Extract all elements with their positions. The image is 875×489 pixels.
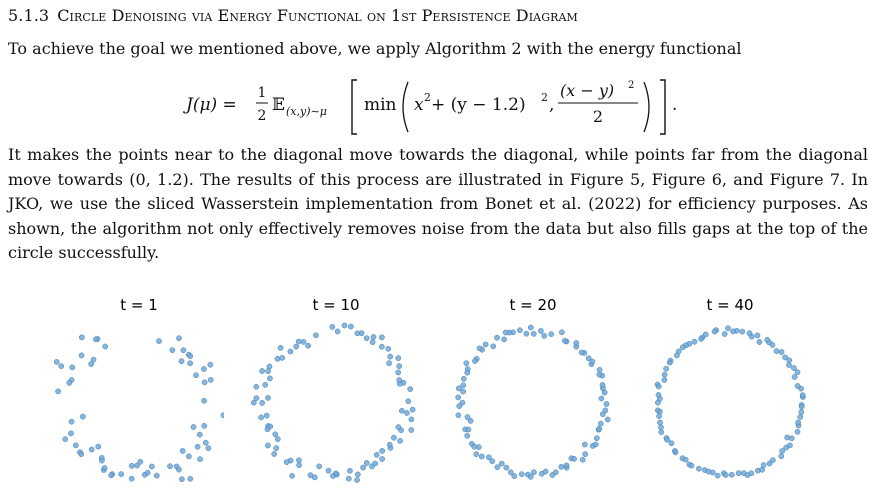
scatter-point [549, 332, 554, 337]
scatter-point [69, 419, 74, 424]
scatter-point [103, 344, 108, 349]
scatter-point [203, 440, 208, 445]
scatter-point [779, 454, 784, 459]
eq-min: min [364, 95, 397, 115]
scatter-point [335, 329, 340, 334]
scatter-point [410, 407, 415, 412]
scatter-point [264, 413, 269, 418]
scatter-point [512, 474, 517, 479]
scatter-point [268, 424, 273, 429]
scatter-point [774, 349, 779, 354]
scatter-point [202, 398, 207, 403]
scatter-point [572, 456, 577, 461]
scatter-point [665, 437, 670, 442]
scatter-point [96, 444, 101, 449]
scatter-point [396, 356, 401, 361]
scatter-point [364, 460, 369, 465]
scatter-point [779, 349, 784, 354]
scatter-point [260, 368, 265, 373]
scatter-point [296, 458, 301, 463]
eq-term1-sup2: 2 [541, 91, 548, 104]
scatter-point [603, 408, 608, 413]
scatter-point [313, 333, 318, 338]
scatter-point [73, 443, 78, 448]
scatter-point [662, 377, 667, 382]
scatter-point [181, 348, 186, 353]
scatter-point [355, 477, 360, 482]
scatter-point [780, 449, 785, 454]
scatter-point [765, 337, 770, 342]
scatter-point [712, 329, 717, 334]
eq-period: . [672, 95, 678, 115]
scatter-point [504, 465, 509, 470]
scatter-point [531, 331, 536, 336]
scatter-point [167, 464, 172, 469]
scatter-point [404, 410, 409, 415]
scatter-point [330, 324, 335, 329]
scatter-point [559, 464, 564, 469]
scatter-point [221, 413, 224, 418]
scatter-point [465, 433, 470, 438]
scatter-point [795, 370, 800, 375]
scatter-point [761, 463, 766, 468]
scatter-point [202, 380, 207, 385]
scatter-point [791, 365, 796, 370]
scatter-point [67, 380, 72, 385]
scatter-point [605, 417, 610, 422]
scatter-point [355, 472, 360, 477]
scatter-point [266, 369, 271, 374]
scatter-point [474, 452, 479, 457]
scatter-point [301, 339, 306, 344]
scatter-point [519, 472, 524, 477]
scatter-point [457, 404, 462, 409]
scatter-point [259, 415, 264, 420]
scatter-point [465, 370, 470, 375]
scatter-point [294, 344, 299, 349]
scatter-point [476, 445, 481, 450]
scatter-point [387, 361, 392, 366]
scatter-point [597, 367, 602, 372]
scatter-point [461, 376, 466, 381]
scatter-point [399, 408, 404, 413]
scatter-point [355, 331, 360, 336]
scatter-point [278, 345, 283, 350]
plot-title-t20: t = 20 [509, 296, 557, 314]
scatter-point [461, 389, 466, 394]
scatter-point [696, 466, 701, 471]
scatter-point [156, 339, 161, 344]
scatter-point [79, 353, 84, 358]
scatter-point [396, 425, 401, 430]
scatter-point [740, 329, 745, 334]
scatter-point [275, 437, 280, 442]
scatter-point [461, 383, 466, 388]
scatter-point [538, 328, 543, 333]
scatter-point [138, 459, 143, 464]
scatter-point [265, 395, 270, 400]
scatter-point [729, 472, 734, 477]
scatter-point [388, 354, 393, 359]
scatter-point [674, 353, 679, 358]
scatter-point [265, 443, 270, 448]
scatter-point [799, 404, 804, 409]
scatter-point [297, 463, 302, 468]
scatter-point [747, 331, 752, 336]
scatter-point [70, 365, 75, 370]
energy-functional-equation [0, 72, 875, 138]
scatter-point [312, 475, 317, 480]
scatter-point [799, 410, 804, 415]
scatter-point [346, 476, 351, 481]
scatter-point [503, 330, 508, 335]
scatter-point [528, 325, 533, 330]
scatter-point [260, 400, 265, 405]
scatter-point [119, 472, 124, 477]
scatter-point [379, 335, 384, 340]
scatter-point [191, 424, 196, 429]
scatter-point [600, 382, 605, 387]
scatter-point [409, 417, 414, 422]
scatter-point [129, 463, 134, 468]
scatter-point [662, 372, 667, 377]
scatter-point [669, 441, 674, 446]
scatter-point [347, 468, 352, 473]
scatter-point [91, 357, 96, 362]
scatter-point [755, 333, 760, 338]
scatter-point [284, 460, 289, 465]
scatter-point [597, 372, 602, 377]
scatter-point [798, 414, 803, 419]
scatter-point [397, 364, 402, 369]
scatter-point [715, 473, 720, 478]
scatter-point [251, 400, 256, 405]
scatter-point [564, 463, 569, 468]
scatter-point [406, 399, 411, 404]
scatter-point [267, 376, 272, 381]
scatter-point [579, 350, 584, 355]
scatter-point [267, 364, 272, 369]
scatter-point [56, 389, 61, 394]
scatter-point [796, 420, 801, 425]
scatter-point [274, 446, 279, 451]
scatter-point [348, 324, 353, 329]
scatter-point [499, 461, 504, 466]
scatter-plot-t10 [251, 318, 421, 488]
scatter-point [664, 366, 669, 371]
scatter-point [193, 373, 198, 378]
scatter-point [770, 458, 775, 463]
scatter-point [598, 421, 603, 426]
scatter-point [263, 382, 268, 387]
paragraph-intro: To achieve the goal we mentioned above, we apply Algorithm 2 with the energy functional [8, 39, 742, 58]
scatter-point [657, 420, 662, 425]
scatter-point [683, 457, 688, 462]
scatter-point [736, 471, 741, 476]
scatter-point [374, 452, 379, 457]
scatter-point [667, 360, 672, 365]
scatter-plot-t1 [54, 318, 224, 488]
scatter-point [197, 432, 202, 437]
scatter-point [198, 457, 203, 462]
scatter-point [188, 354, 193, 359]
eq-frac2-num: (x − y) [560, 81, 615, 100]
scatter-point [306, 343, 311, 348]
scatter-point [479, 454, 484, 459]
scatter-point [689, 463, 694, 468]
scatter-point [79, 452, 84, 457]
scatter-point [361, 465, 366, 470]
scatter-point [254, 384, 259, 389]
scatter-point [783, 355, 788, 360]
scatter-point [593, 442, 598, 447]
scatter-point [456, 395, 461, 400]
scatter-point [371, 334, 376, 339]
scatter-point [380, 448, 385, 453]
scatter-point [658, 425, 663, 430]
scatter-point [342, 323, 347, 328]
scatter-point [597, 426, 602, 431]
eq-half-den: 2 [257, 108, 267, 124]
eq-left-bracket [352, 80, 357, 134]
eq-left-paren [403, 82, 408, 132]
scatter-point [495, 465, 500, 470]
scatter-point [179, 477, 184, 482]
scatter-point [722, 331, 727, 336]
eq-right-bracket [660, 80, 665, 134]
section-title: Circle Denoising via Energy Functional on 1st Persistence Diagram [57, 6, 578, 25]
scatter-point [188, 361, 193, 366]
eq-term1-x: x [414, 95, 424, 115]
scatter-point [583, 452, 588, 457]
scatter-point [517, 328, 522, 333]
scatter-point [580, 457, 585, 462]
scatter-point [409, 427, 414, 432]
scatter-point [574, 340, 579, 345]
scatter-point [79, 335, 84, 340]
section-heading [8, 6, 578, 25]
eq-frac2-den: 2 [592, 107, 604, 126]
scatter-point [296, 339, 301, 344]
scatter-point [290, 473, 295, 478]
scatter-point [154, 473, 159, 478]
scatter-point [102, 465, 107, 470]
scatter-point [466, 427, 471, 432]
scatter-point [543, 469, 548, 474]
scatter-point [275, 356, 280, 361]
scatter-point [562, 338, 567, 343]
eq-right-paren [644, 82, 649, 132]
scatter-point [370, 340, 375, 345]
scatter-point [380, 456, 385, 461]
scatter-point [542, 333, 547, 338]
scatter-point [68, 431, 73, 436]
eq-expectation: 𝔼 [272, 95, 285, 115]
scatter-point [188, 476, 193, 481]
scatter-point [553, 470, 558, 475]
scatter-point [528, 474, 533, 479]
scatter-point [208, 377, 213, 382]
scatter-point [373, 461, 378, 466]
scatter-point [464, 361, 469, 366]
eq-half-num: 1 [257, 85, 267, 101]
scatter-point [680, 345, 685, 350]
scatter-point [692, 339, 697, 344]
scatter-point [317, 464, 322, 469]
scatter-point [786, 362, 791, 367]
plot-title-t40: t = 40 [706, 296, 754, 314]
scatter-point [655, 400, 660, 405]
scatter-point [145, 470, 150, 475]
eq-expectation-sub: (x,y)∼μ [286, 105, 327, 118]
scatter-point [749, 471, 754, 476]
scatter-point [201, 366, 206, 371]
plot-title-t10: t = 10 [312, 296, 360, 314]
scatter-point [524, 331, 529, 336]
scatter-point [723, 472, 728, 477]
eq-comma: , [549, 95, 555, 115]
scatter-point [80, 414, 85, 419]
scatter-point [272, 451, 277, 456]
scatter-point [795, 429, 800, 434]
eq-term1-sup: 2 [424, 91, 431, 104]
scatter-point [710, 470, 715, 475]
scatter-point [89, 447, 94, 452]
scatter-point [288, 349, 293, 354]
scatter-point [129, 476, 134, 481]
eq-lhs: J(μ) = [186, 95, 237, 115]
scatter-point [483, 342, 488, 347]
scatter-point [494, 335, 499, 340]
scatter-point [656, 384, 661, 389]
scatter-point [659, 430, 664, 435]
scatter-point [792, 374, 797, 379]
scatter-point [599, 396, 604, 401]
scatter-point [109, 473, 114, 478]
scatter-point [195, 444, 200, 449]
scatter-point [582, 442, 587, 447]
scatter-point [468, 418, 473, 423]
scatter-point [789, 436, 794, 441]
section-number: 5.1.3 [8, 6, 50, 25]
scatter-point [364, 336, 369, 341]
scatter-point [176, 336, 181, 341]
scatter-point [379, 344, 384, 349]
scatter-point [333, 471, 338, 476]
scatter-point [673, 450, 678, 455]
scatter-point [176, 467, 181, 472]
scatter-point [387, 442, 392, 447]
scatter-point [472, 358, 477, 363]
scatter-point [99, 458, 104, 463]
scatter-point [326, 468, 331, 473]
scatter-point [149, 464, 154, 469]
scatter-point [179, 359, 184, 364]
scatter-point [795, 383, 800, 388]
scatter-point [787, 443, 792, 448]
scatter-point [800, 393, 805, 398]
scatter-point [456, 413, 461, 418]
scatter-point [391, 435, 396, 440]
scatter-point [93, 337, 98, 342]
scatter-point [757, 339, 762, 344]
scatter-point [586, 356, 591, 361]
scatter-point [657, 414, 662, 419]
scatter-point [477, 346, 482, 351]
scatter-point [206, 446, 211, 451]
scatter-point [502, 337, 507, 342]
scatter-point [280, 355, 285, 360]
scatter-point [170, 348, 175, 353]
scatter-point [397, 377, 402, 382]
scatter-point [59, 364, 64, 369]
scatter-point [491, 344, 496, 349]
eq-frac2-num-sup: 2 [628, 80, 635, 91]
scatter-point [725, 326, 730, 331]
scatter-point [54, 359, 59, 364]
scatter-point [594, 436, 599, 441]
scatter-plot-t40 [645, 318, 815, 488]
scatter-point [408, 387, 413, 392]
scatter-point [490, 459, 495, 464]
scatter-point [186, 454, 191, 459]
scatter-point [396, 370, 401, 375]
scatter-point [398, 438, 403, 443]
scatter-point [180, 448, 185, 453]
scatter-point [273, 432, 278, 437]
scatter-point [531, 470, 536, 475]
scatter-point [208, 362, 213, 367]
scatter-point [699, 336, 704, 341]
scatter-plot-t20 [448, 318, 618, 488]
scatter-point [63, 437, 68, 442]
scatter-point [731, 329, 736, 334]
scatter-point [604, 401, 609, 406]
eq-term1-rest: + (y − 1.2) [431, 95, 526, 115]
scatter-point [202, 423, 207, 428]
plot-title-t1: t = 1 [120, 296, 158, 314]
paragraph-results: It makes the points near to the diagonal move towards the diagonal, while points far from the diagonal move towards (0, 1.2). The results of this process are illustrated in Figure 5, Figure 6, and Figure 7. In JKO, we use the sliced Wasserstein implementation from Bonet et al. (2022) for efficiency purposes. As shown, the algorithm not only effectively removes noise from the data but also fills gaps at the top of the circle successfully. [8, 145, 868, 262]
scatter-point [386, 346, 391, 351]
scatter-point [559, 330, 564, 335]
